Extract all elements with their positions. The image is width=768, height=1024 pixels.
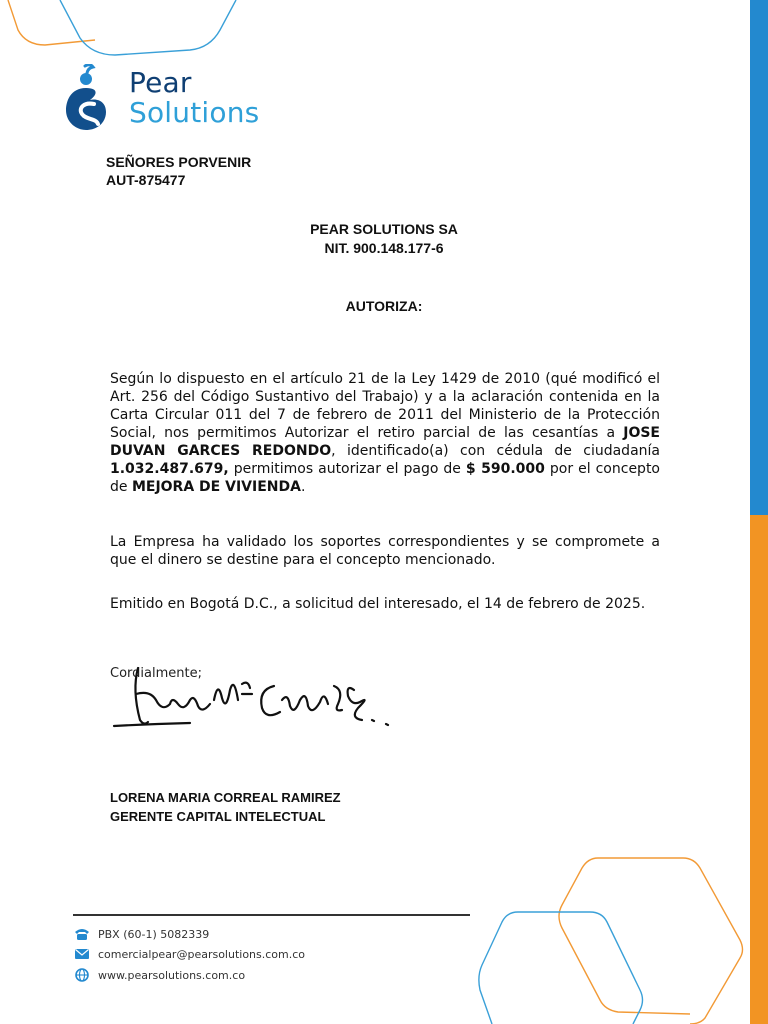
validation-paragraph: La Empresa ha validado los soportes correspondientes y se compromete a que el dinero se destine para el concepto mencionado. bbox=[110, 534, 660, 568]
logo-word-pear: Pear bbox=[129, 66, 192, 99]
envelope-icon bbox=[74, 947, 90, 961]
company-nit: NIT. 900.148.177-6 bbox=[324, 240, 444, 256]
footer-phone: PBX (60-1) 5082339 bbox=[74, 925, 209, 943]
document-heading: AUTORIZA: bbox=[345, 298, 423, 314]
company-name: PEAR SOLUTIONS SA bbox=[310, 221, 458, 237]
phone-icon bbox=[74, 927, 90, 941]
payment-amount: $ 590.000 bbox=[465, 461, 545, 477]
closing-salutation: Cordialmente; bbox=[110, 666, 202, 681]
employee-name: JOSE DUVAN GARCES REDONDO bbox=[110, 425, 660, 459]
signer-title: GERENTE CAPITAL INTELECTUAL bbox=[110, 809, 326, 824]
signer-name: LORENA MARIA CORREAL RAMIREZ bbox=[110, 790, 341, 805]
recipient-line-1: SEÑORES PORVENIR bbox=[106, 154, 252, 170]
brand-side-bar-blue bbox=[750, 0, 768, 515]
payment-concept: MEJORA DE VIVIENDA bbox=[131, 479, 301, 495]
footer-website-text: www.pearsolutions.com.co bbox=[98, 968, 246, 982]
globe-icon bbox=[74, 968, 90, 982]
logo-word-solutions: Solutions bbox=[129, 96, 260, 129]
footer-divider bbox=[73, 914, 470, 916]
id-number: 1.032.487.679, bbox=[110, 461, 229, 477]
footer-website bbox=[74, 966, 245, 984]
pear-logo-icon bbox=[64, 64, 110, 132]
brand-side-bar-orange bbox=[750, 515, 768, 1024]
footer-email bbox=[74, 945, 305, 963]
footer-email-text: comercialpear@pearsolutions.com.co bbox=[98, 947, 306, 961]
recipient-reference: AUT-875477 bbox=[106, 172, 186, 188]
authorization-paragraph: Según lo dispuesto en el artículo 21 de la Ley 1429 de 2010 (qué modificó el Art. 256 del Código Sustantivo del Trabajo) y a la aclaración contenida en la Carta Circular 011 del 7 de febrero de 2011 del Ministerio de la Protección Social, nos permitimos Autorizar el retiro parcial de las cesantías a JOSE DUVAN GARCES REDONDO, identificado(a) con cédula de ciudadanía 1.032.487.679, permitimos autorizar el pago de $ 590.000 por el concepto de MEJORA DE VIVIENDA. bbox=[110, 371, 661, 495]
handwritten-signature bbox=[110, 660, 400, 740]
issuance-paragraph: Emitido en Bogotá D.C., a solicitud del interesado, el 14 de febrero de 2025. bbox=[110, 596, 646, 612]
